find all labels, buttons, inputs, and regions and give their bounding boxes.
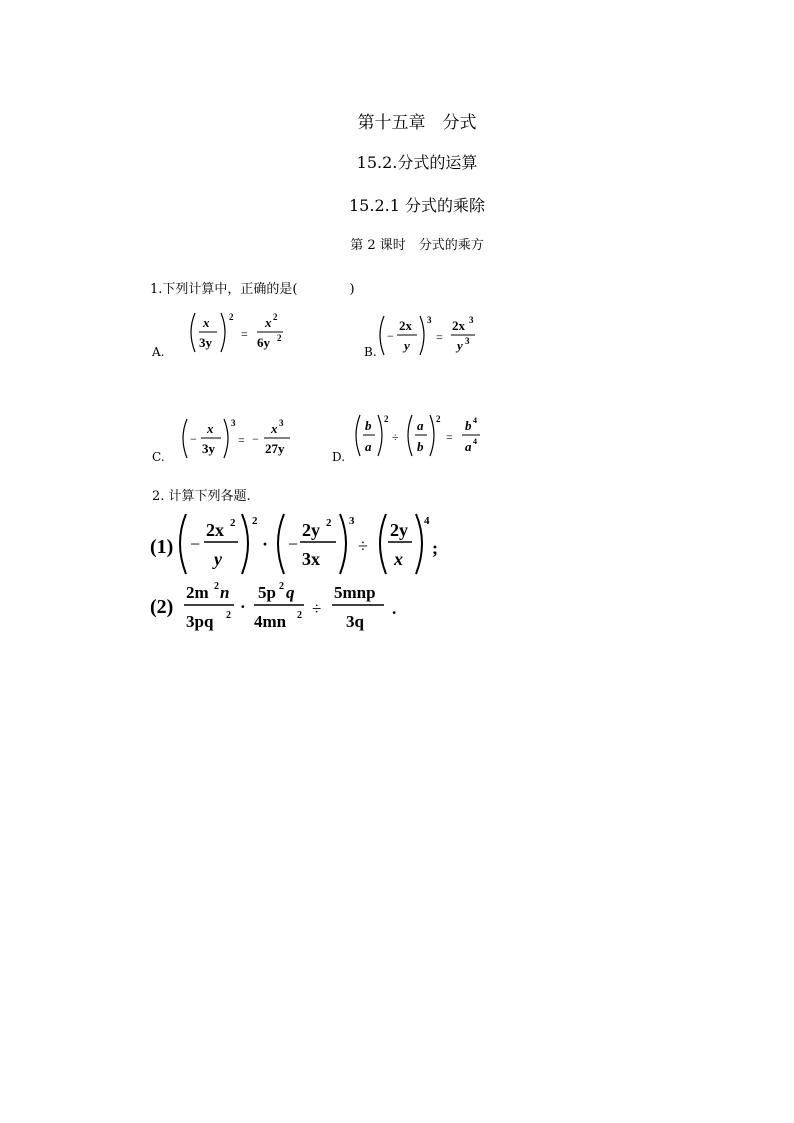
math-x: x: [203, 315, 210, 330]
math-exp-4: 4: [473, 416, 477, 425]
math-minus: −: [288, 534, 299, 554]
math-6y: 6y: [257, 335, 270, 350]
math-period: .: [392, 599, 397, 618]
math-b: b: [365, 418, 372, 433]
math-exp-4: 4: [424, 515, 430, 527]
math-minus: −: [190, 432, 197, 446]
math-exp-2: 2: [230, 517, 236, 529]
math-a: a: [365, 439, 372, 454]
math-exp-3: 3: [427, 315, 432, 325]
math-27y: 27y: [265, 441, 285, 456]
math-eq: =: [446, 430, 453, 444]
math-exp-2: 2: [384, 414, 389, 424]
math-5p: 5p: [258, 583, 276, 602]
math-3q: 3q: [346, 612, 364, 631]
math-n: n: [220, 583, 230, 602]
math-exp-3: 3: [349, 515, 355, 527]
math-a: a: [465, 439, 472, 454]
math-y: y: [214, 549, 222, 569]
math-exp-2: 2: [229, 312, 234, 322]
math-y: y: [404, 338, 410, 353]
math-eq: =: [436, 330, 443, 344]
math-exp-2: 2: [297, 610, 302, 621]
subsection-title: 15.2.1 分式的乘除: [349, 196, 485, 215]
option-a-formula: [185, 310, 295, 360]
math-exp-2: 2: [226, 610, 231, 621]
math-eq: =: [238, 433, 245, 447]
math-semicolon: ;: [432, 538, 438, 558]
math-2y: 2y: [302, 520, 320, 540]
math-3x: 3x: [302, 549, 320, 569]
math-b: b: [465, 418, 472, 433]
math-x: x: [265, 315, 272, 330]
option-a-label: A.: [152, 345, 165, 359]
math-2x: 2x: [452, 318, 465, 333]
option-c-formula: [178, 416, 298, 466]
math-4mn: 4mn: [254, 612, 287, 631]
math-dot: ·: [262, 534, 269, 554]
question-2-prompt: 2. 计算下列各题.: [152, 489, 251, 504]
section-title: 15.2.分式的运算: [356, 153, 478, 172]
option-b-label: B.: [364, 345, 377, 359]
math-3y: 3y: [199, 335, 212, 350]
lesson-title: 第 2 课时 分式的乘方: [350, 238, 484, 253]
math-exp-3: 3: [231, 418, 236, 428]
math-minus: −: [387, 329, 394, 343]
math-5mnp: 5mnp: [334, 583, 376, 602]
problem-1-formula: [148, 510, 448, 580]
math-exp-3: 3: [279, 418, 284, 428]
math-2y: 2y: [390, 520, 408, 540]
math-2x: 2x: [206, 520, 224, 540]
math-2m: 2m: [186, 583, 209, 602]
problem-2-number: (2): [150, 596, 174, 618]
chapter-title: 第十五章 分式: [357, 113, 477, 133]
math-x: x: [207, 421, 214, 436]
option-d-formula: [350, 412, 490, 464]
math-exp-3: 3: [469, 315, 474, 325]
math-exp-2: 2: [252, 515, 258, 527]
math-exp-2: 2: [279, 581, 284, 592]
option-c-label: C.: [152, 450, 165, 464]
math-3y: 3y: [202, 441, 215, 456]
math-exp-3: 3: [465, 336, 470, 346]
math-exp-2: 2: [273, 312, 278, 322]
math-dot: ·: [240, 597, 246, 616]
math-div: ÷: [312, 599, 322, 618]
math-div: ÷: [358, 536, 368, 556]
math-2x: 2x: [399, 318, 412, 333]
math-eq: =: [241, 327, 248, 341]
option-d-label: D.: [332, 450, 346, 464]
question-1-prompt: 1.下列计算中，正确的是( ): [150, 282, 355, 297]
math-x: x: [271, 421, 278, 436]
option-b-formula: [375, 313, 485, 363]
math-a: a: [417, 418, 424, 433]
math-exp-2: 2: [326, 517, 332, 529]
math-div: ÷: [392, 430, 399, 444]
problem-2-formula: [148, 578, 408, 638]
math-x: x: [394, 549, 403, 569]
math-y: y: [457, 338, 463, 353]
math-q: q: [286, 583, 295, 602]
math-exp-2: 2: [214, 581, 219, 592]
math-minus: −: [190, 534, 201, 554]
math-minus: −: [252, 432, 259, 446]
math-b: b: [417, 439, 424, 454]
math-exp-2: 2: [277, 333, 282, 343]
math-exp-4: 4: [473, 437, 477, 446]
math-3pq: 3pq: [186, 612, 214, 631]
math-exp-2: 2: [436, 414, 441, 424]
problem-1-number: (1): [150, 536, 174, 558]
